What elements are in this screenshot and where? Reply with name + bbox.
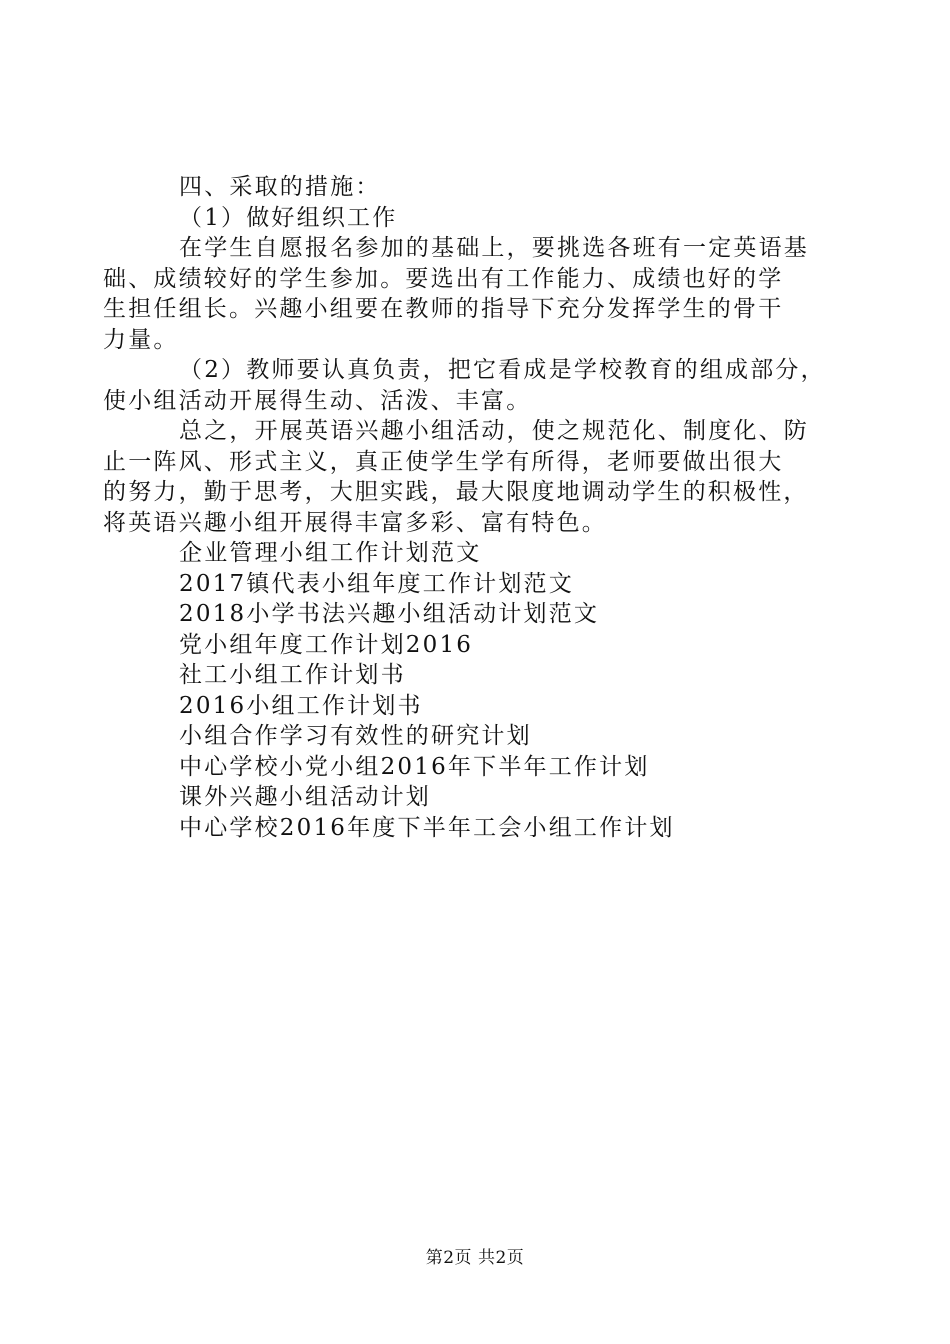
- related-links-list: [103, 538, 838, 843]
- paragraph-line: 力量。: [103, 326, 179, 353]
- paragraph-line: （2）教师要认真负责，把它看成是学校教育的组成部分，: [179, 357, 826, 383]
- paragraph-line: 将英语兴趣小组开展得丰富多彩、富有特色。: [103, 509, 607, 536]
- paragraph-line: 础、成绩较好的学生参加。要选出有工作能力、成绩也好的学: [103, 265, 784, 292]
- paragraph-line: 在学生自愿报名参加的基础上，要挑选各班有一定英语基: [179, 235, 809, 261]
- document-body: [103, 172, 838, 843]
- related-link[interactable]: 中心学校小党小组2016年下半年工作计划: [179, 753, 650, 780]
- related-link[interactable]: 企业管理小组工作计划范文: [179, 540, 482, 566]
- related-link[interactable]: 2016小组工作计划书: [179, 692, 423, 719]
- related-link[interactable]: 中心学校2016年度下半年工会小组工作计划: [179, 814, 675, 841]
- paragraph-line: 总之，开展英语兴趣小组活动，使之规范化、制度化、防: [179, 418, 809, 444]
- related-link[interactable]: 小组合作学习有效性的研究计划: [179, 723, 532, 749]
- paragraph-line: 止一阵风、形式主义，真正使学生学有所得，老师要做出很大: [103, 448, 784, 475]
- item-1-heading: （1）做好组织工作: [179, 204, 398, 231]
- paragraph-1: [103, 233, 838, 355]
- related-link[interactable]: 2017镇代表小组年度工作计划范文: [179, 570, 574, 597]
- paragraph-2: [103, 355, 838, 416]
- related-link[interactable]: 课外兴趣小组活动计划: [179, 784, 431, 810]
- paragraph-line: 使小组活动开展得生动、活泼、丰富。: [103, 387, 532, 414]
- paragraph-line: 生担任组长。兴趣小组要在教师的指导下充分发挥学生的骨干: [103, 296, 784, 322]
- related-link[interactable]: 党小组年度工作计划2016: [179, 631, 474, 658]
- related-link[interactable]: 2018小学书法兴趣小组活动计划范文: [179, 601, 600, 627]
- page-footer: 第2页 共2页: [425, 1248, 525, 1268]
- paragraph-line: 的努力，勤于思考，大胆实践，最大限度地调动学生的积极性，: [103, 479, 809, 505]
- paragraph-3: [103, 416, 838, 538]
- section-heading: 四、采取的措施：: [179, 174, 381, 200]
- related-link[interactable]: 社工小组工作计划书: [179, 662, 406, 688]
